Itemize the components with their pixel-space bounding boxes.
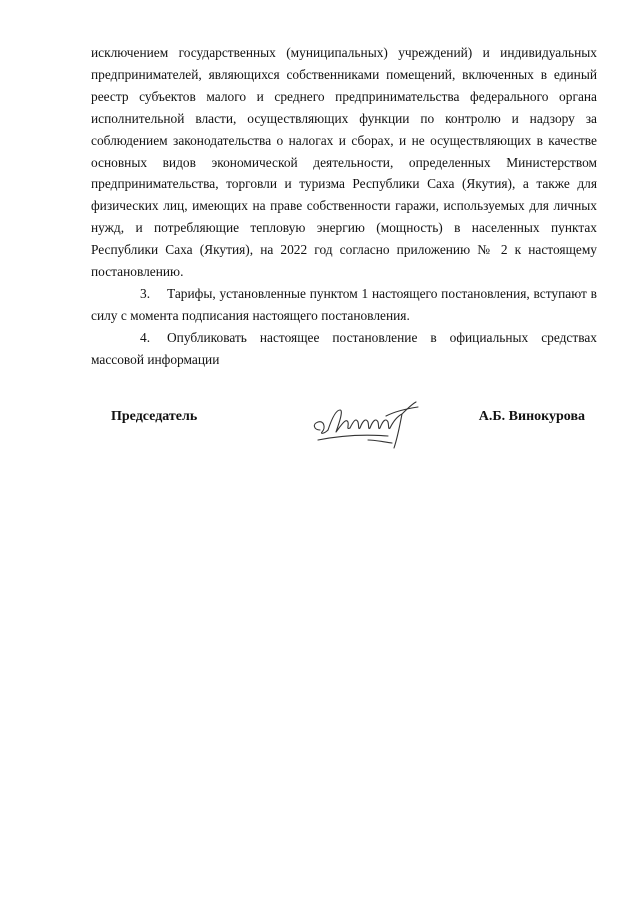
item-number: 4. [140, 329, 151, 345]
list-item-3 [91, 283, 597, 327]
intro-paragraph: исключением государственных (муниципальных) учреждений) и индивидуальных предпринимателей, являющихся собственниками помещений, включенных в единый реестр субъектов малого и среднего предпринимательства федерального органа исполнительной власти, осуществляющих функции по контролю и надзору за соблюдением законодательства о налогах и сборах, и не осуществляющих в качестве основных видов экономической деятельности, определенных Министерством предпринимательства, торговли и туризма Республики Саха (Якутия), а также для физических лиц, имеющих на праве собственности гаражи, используемых для личных нужд, и потребляющие тепловую энергию (мощность) в населенных пунктах Республики Саха (Якутия), на 2022 год согласно приложению № 2 к настоящему постановлению. [91, 45, 597, 280]
item-number: 3. [140, 285, 151, 301]
item-text: Тарифы, установленные пунктом 1 настоящего постановления, вступают в силу с момента подписания настоящего постановления. [91, 285, 597, 323]
signatory-role: Председатель [111, 409, 198, 424]
item-text: Опубликовать настоящее постановление в официальных средствах массовой информации [91, 329, 597, 367]
signatory-name: А.Б. Винокурова [478, 409, 585, 424]
signature-block [91, 404, 597, 474]
handwritten-signature [308, 396, 428, 454]
document-page [91, 42, 597, 424]
list-item-4 [91, 327, 597, 371]
